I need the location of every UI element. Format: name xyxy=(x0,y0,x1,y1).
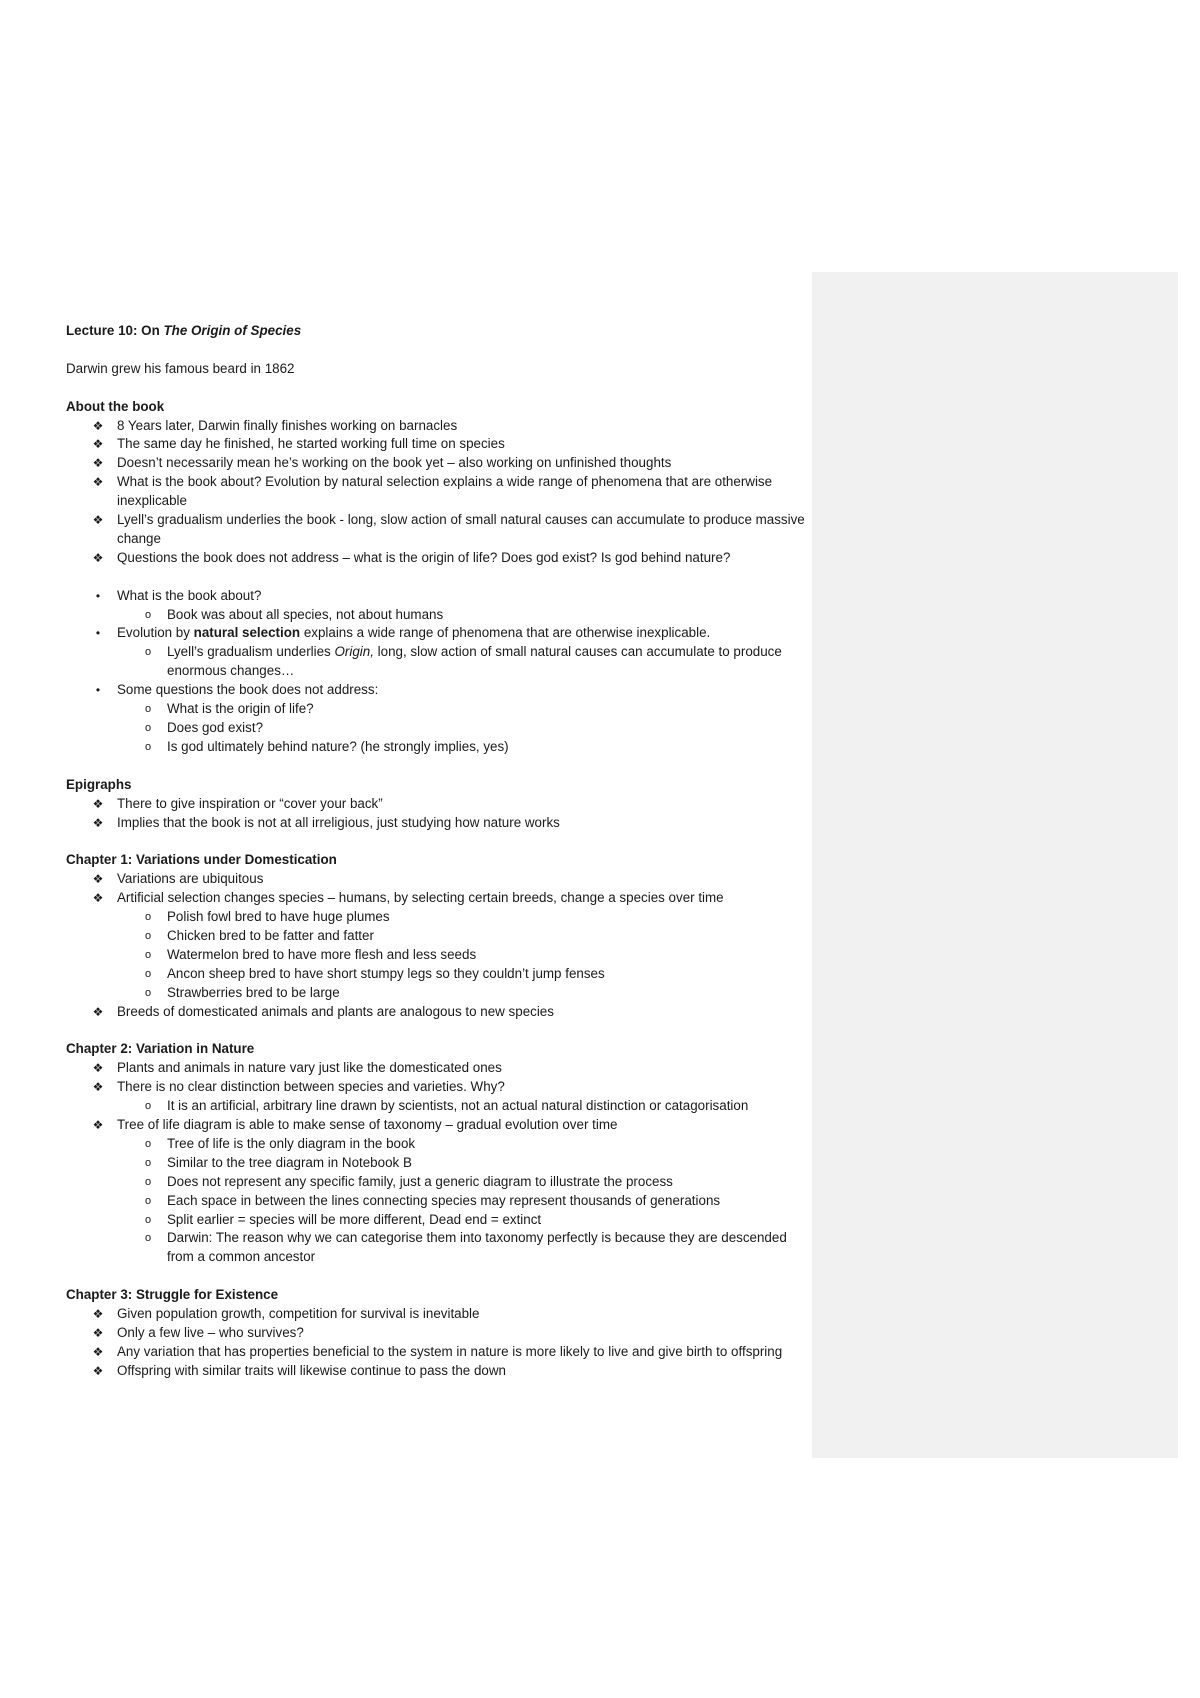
ornament-bullet-icon: ❖ xyxy=(92,1363,104,1378)
list-item: o Watermelon bred to have more flesh and less seeds xyxy=(66,946,806,965)
dot-bullet-icon: • xyxy=(95,626,101,641)
lecture-title: Lecture 10: On The Origin of Species xyxy=(66,323,302,338)
list-item: ❖ Implies that the book is not at all irreligious, just studying how nature works xyxy=(66,814,806,833)
list-item: ❖ There is no clear distinction between species and varieties. Why? xyxy=(66,1078,806,1097)
circle-bullet-icon: o xyxy=(144,721,152,734)
list-item: ❖ Doesn’t necessarily mean he’s working on the book yet – also working on unfinished thoughts xyxy=(66,454,806,473)
list-item: o Ancon sheep bred to have short stumpy legs so they couldn’t jump fenses xyxy=(66,965,806,984)
list-item: o Each space in between the lines connecting species may represent thousands of generations xyxy=(66,1192,806,1211)
list-item: ❖ Plants and animals in nature vary just like the domesticated ones xyxy=(66,1059,806,1078)
list-item: ❖ Any variation that has properties beneficial to the system in nature is more likely to live and give birth to offspring xyxy=(66,1343,806,1362)
circle-bullet-icon: o xyxy=(144,740,152,753)
ornament-bullet-icon: ❖ xyxy=(92,1325,104,1340)
list-item: o Darwin: The reason why we can categorise them into taxonomy perfectly is because they are descended from a common ancestor xyxy=(66,1229,806,1267)
ornament-bullet-icon: ❖ xyxy=(92,437,104,452)
list-item: o Polish fowl bred to have huge plumes xyxy=(66,908,806,927)
ornament-bullet-icon: ❖ xyxy=(92,1307,104,1322)
list-item: ❖ Questions the book does not address – what is the origin of life? Does god exist? Is god behind nature? xyxy=(66,549,806,568)
ornament-bullet-icon: ❖ xyxy=(92,796,104,811)
section-heading-chapter-1: Chapter 1: Variations under Domestication xyxy=(66,852,337,868)
section-heading-chapter-2: Chapter 2: Variation in Nature xyxy=(66,1041,255,1057)
list-item: o Book was about all species, not about humans xyxy=(66,606,806,625)
list-item: ❖ Only a few live – who survives? xyxy=(66,1324,806,1343)
circle-bullet-icon: o xyxy=(144,1232,152,1245)
section-heading-about: About the book xyxy=(66,398,165,414)
circle-bullet-icon: o xyxy=(144,1213,152,1226)
circle-bullet-icon: o xyxy=(144,1194,152,1207)
document-body xyxy=(66,322,806,1381)
list-item: ❖ The same day he finished, he started working full time on species xyxy=(66,435,806,454)
ornament-bullet-icon: ❖ xyxy=(92,1004,104,1019)
list-item: ❖ Artificial selection changes species – humans, by selecting certain breeds, change a species over time xyxy=(66,889,806,908)
ornament-bullet-icon: ❖ xyxy=(92,1117,104,1132)
list-item: o What is the origin of life? xyxy=(66,700,806,719)
circle-bullet-icon: o xyxy=(144,948,152,961)
list-item: • Some questions the book does not address: xyxy=(66,681,806,700)
ornament-bullet-icon: ❖ xyxy=(92,1344,104,1359)
section-heading-epigraphs: Epigraphs xyxy=(66,776,132,792)
circle-bullet-icon: o xyxy=(144,646,152,659)
italic-term: Origin, xyxy=(334,644,374,660)
ornament-bullet-icon: ❖ xyxy=(92,872,104,887)
list-item: o Does god exist? xyxy=(66,719,806,738)
circle-bullet-icon: o xyxy=(144,608,152,621)
list-item: ❖ Breeds of domesticated animals and plants are analogous to new species xyxy=(66,1003,806,1022)
ornament-bullet-icon: ❖ xyxy=(92,418,104,433)
list-item: o Chicken bred to be fatter and fatter xyxy=(66,927,806,946)
book-title: The Origin of Species xyxy=(163,323,302,338)
list-item: ❖ Given population growth, competition for survival is inevitable xyxy=(66,1305,806,1324)
comment-pane xyxy=(812,272,1178,1458)
circle-bullet-icon: o xyxy=(144,703,152,716)
list-item: ❖ Offspring with similar traits will likewise continue to pass the down xyxy=(66,1362,806,1381)
section-heading-chapter-3: Chapter 3: Struggle for Existence xyxy=(66,1287,279,1303)
list-item: • Evolution by natural selection explains a wide range of phenomena that are otherwise inexplicable. xyxy=(66,624,806,643)
intro-line: Darwin grew his famous beard in 1862 xyxy=(66,360,295,376)
list-item: o Tree of life is the only diagram in the book xyxy=(66,1135,806,1154)
ornament-bullet-icon: ❖ xyxy=(92,891,104,906)
circle-bullet-icon: o xyxy=(144,929,152,942)
list-item: ❖ 8 Years later, Darwin finally finishes working on barnacles xyxy=(66,417,806,436)
list-item: o Strawberries bred to be large xyxy=(66,984,806,1003)
list-item: • What is the book about? xyxy=(66,587,806,606)
circle-bullet-icon: o xyxy=(144,1156,152,1169)
list-item: o Is god ultimately behind nature? (he strongly implies, yes) xyxy=(66,738,806,757)
dot-bullet-icon: • xyxy=(95,683,101,698)
ornament-bullet-icon: ❖ xyxy=(92,456,104,471)
ornament-bullet-icon: ❖ xyxy=(92,475,104,490)
circle-bullet-icon: o xyxy=(144,967,152,980)
list-item: o It is an artificial, arbitrary line drawn by scientists, not an actual natural distinction or catagorisation xyxy=(66,1097,806,1116)
circle-bullet-icon: o xyxy=(144,911,152,924)
list-item: ❖ There to give inspiration or “cover your back” xyxy=(66,795,806,814)
list-item: ❖ Lyell’s gradualism underlies the book - long, slow action of small natural causes can accumulate to produce massive change xyxy=(92,512,805,546)
ornament-bullet-icon: ❖ xyxy=(92,550,104,565)
list-item: ❖ What is the book about? Evolution by natural selection explains a wide range of phenomena that are otherwise inexplicable xyxy=(92,474,773,509)
dot-bullet-icon: • xyxy=(95,588,101,603)
list-item: ❖ Variations are ubiquitous xyxy=(66,870,806,889)
list-item: ❖ Tree of life diagram is able to make sense of taxonomy – gradual evolution over time xyxy=(66,1116,806,1135)
list-item: o Does not represent any specific family, just a generic diagram to illustrate the process xyxy=(66,1173,806,1192)
ornament-bullet-icon: ❖ xyxy=(92,1061,104,1076)
circle-bullet-icon: o xyxy=(144,1137,152,1150)
list-item: o Lyell’s gradualism underlies Origin, long, slow action of small natural causes can accumulate to produce enormous changes… xyxy=(66,643,806,681)
ornament-bullet-icon: ❖ xyxy=(92,815,104,830)
ornament-bullet-icon: ❖ xyxy=(92,513,104,528)
circle-bullet-icon: o xyxy=(144,1175,152,1188)
circle-bullet-icon: o xyxy=(144,1100,152,1113)
circle-bullet-icon: o xyxy=(144,986,152,999)
list-item: o Similar to the tree diagram in Notebook B xyxy=(66,1154,806,1173)
list-item: o Split earlier = species will be more different, Dead end = extinct xyxy=(66,1211,806,1230)
ornament-bullet-icon: ❖ xyxy=(92,1080,104,1095)
bold-term: natural selection xyxy=(193,625,301,641)
